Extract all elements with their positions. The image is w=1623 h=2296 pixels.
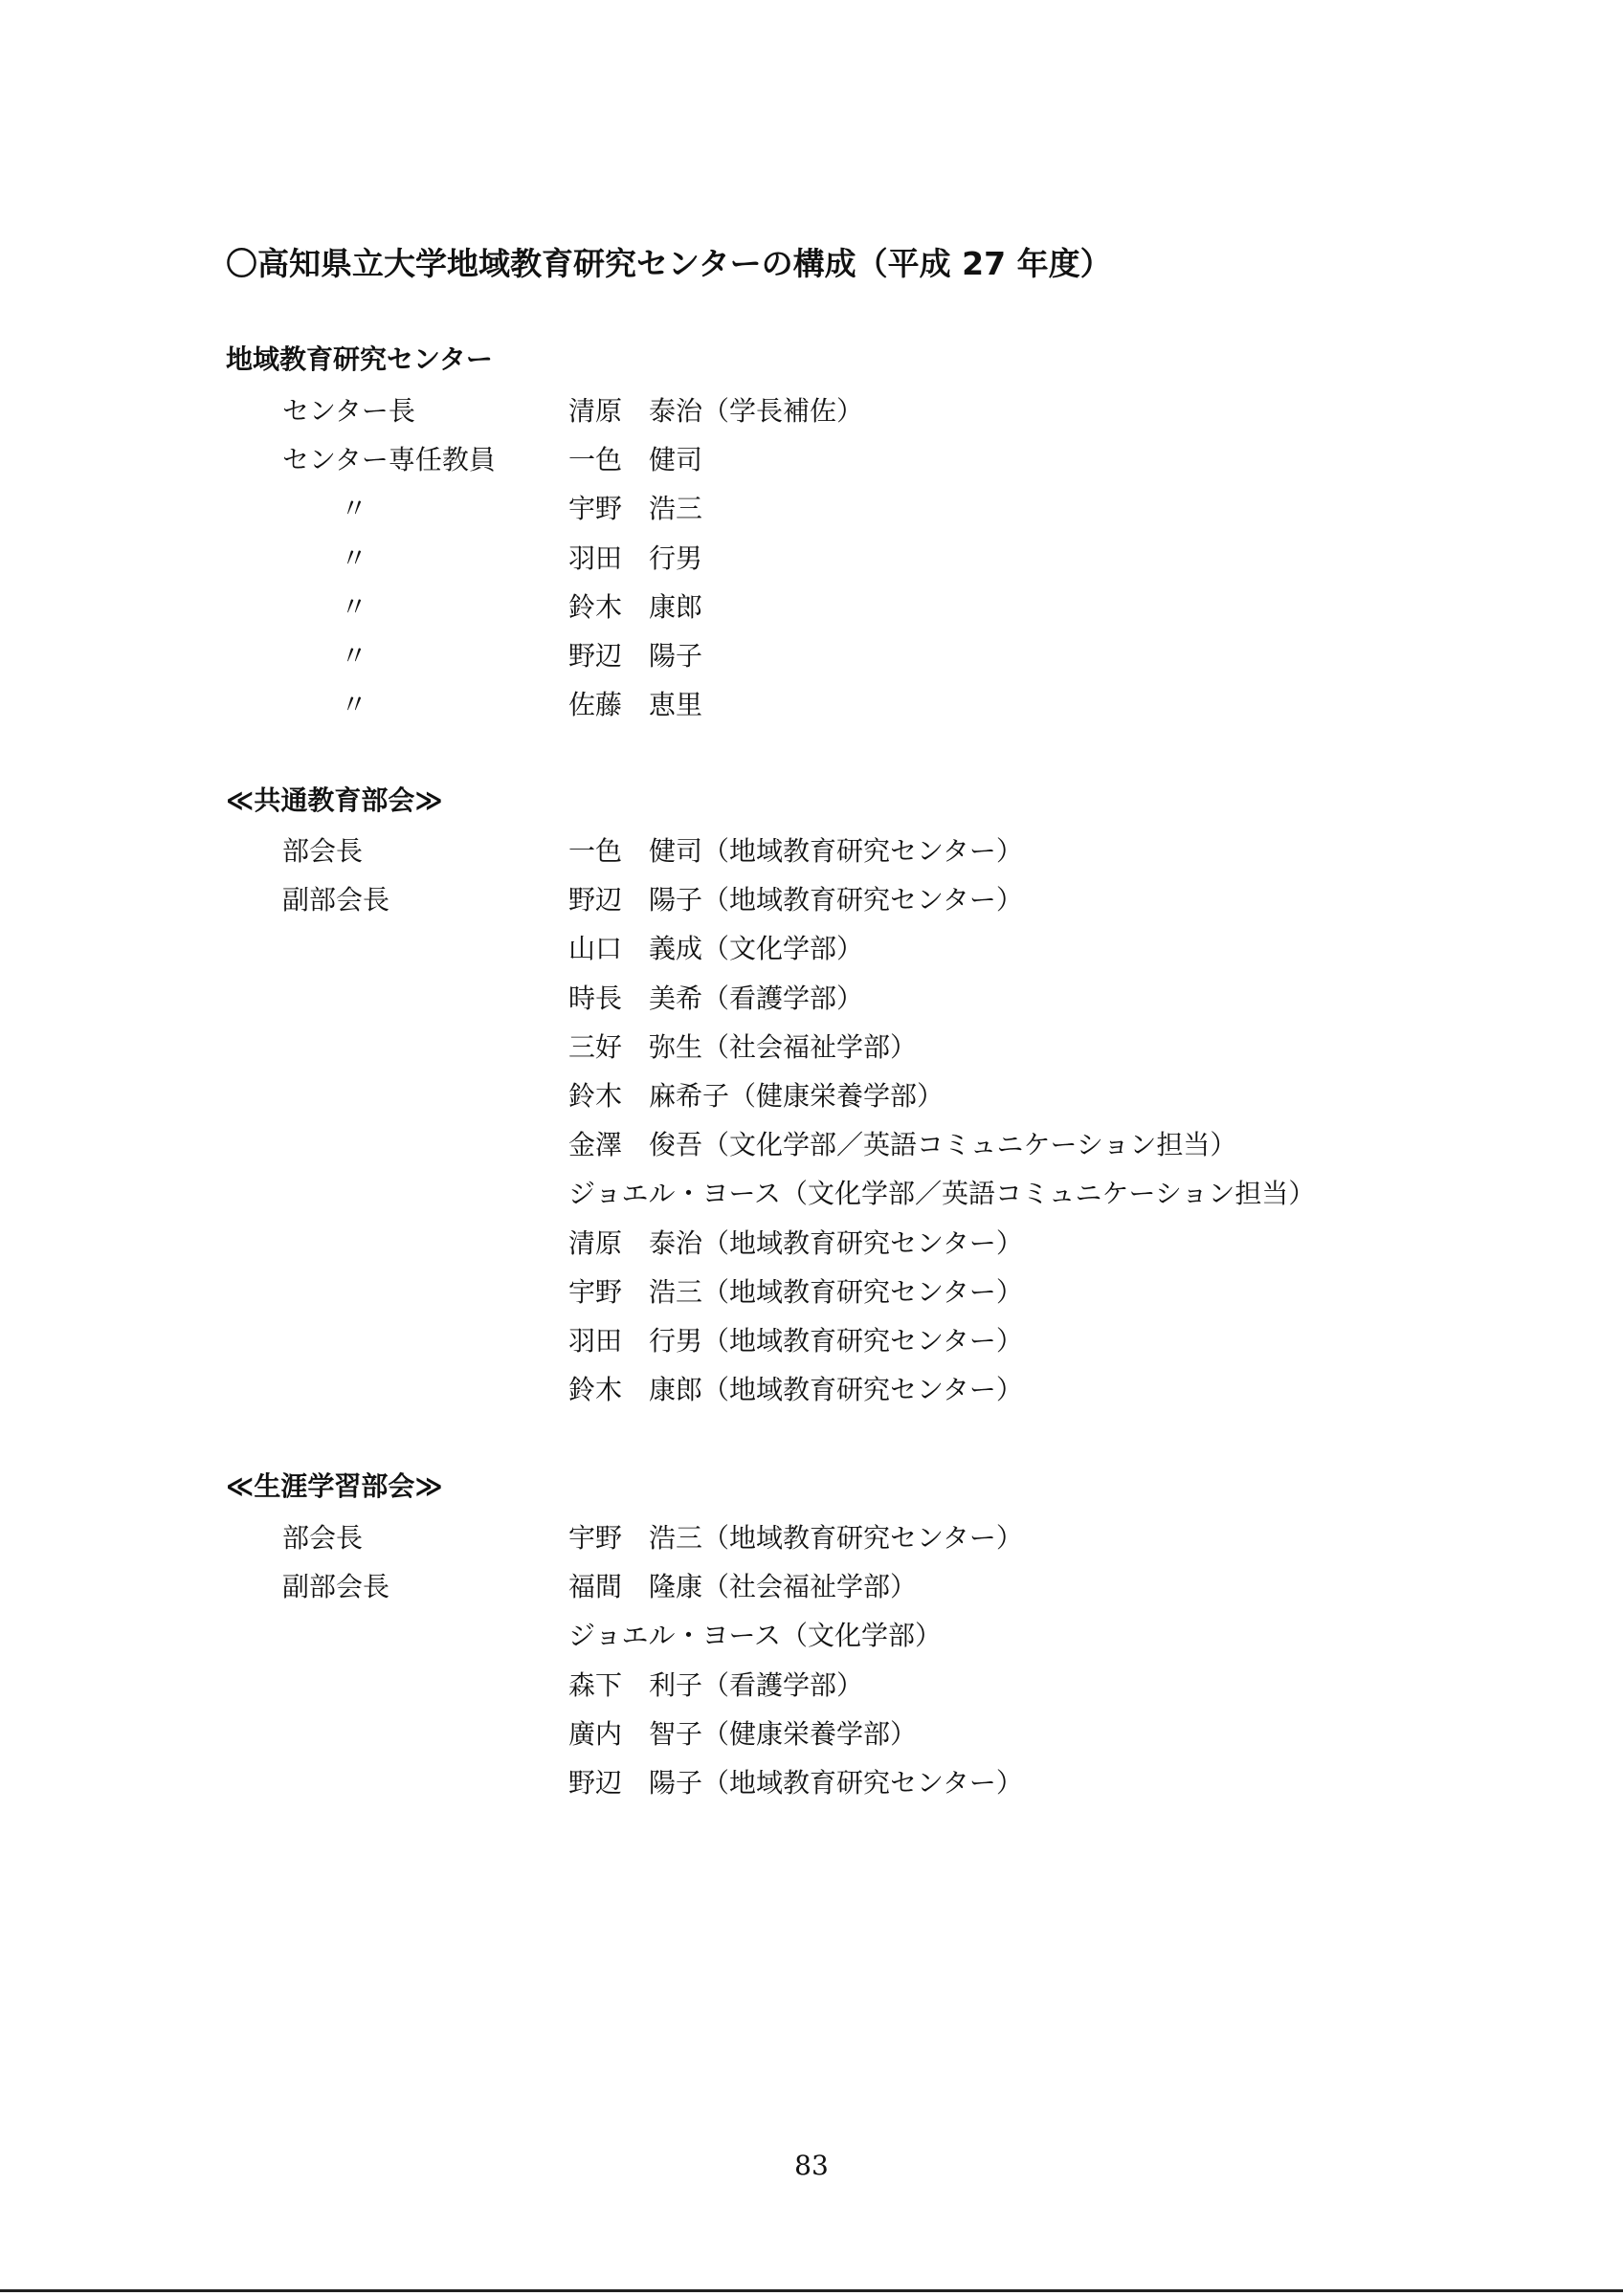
member-name: 宇野 浩三 bbox=[568, 493, 703, 525]
role-label: 部会長 bbox=[282, 1522, 364, 1554]
member-name: 野辺 陽子（地域教育研究センター） bbox=[568, 884, 1023, 916]
member-name: 鈴木 康郎（地域教育研究センター） bbox=[568, 1374, 1023, 1406]
member-name: 野辺 陽子（地域教育研究センター） bbox=[568, 1766, 1023, 1799]
list-item bbox=[0, 924, 1623, 973]
list-item bbox=[0, 631, 1623, 680]
list-item bbox=[0, 974, 1623, 1023]
list-item bbox=[0, 875, 1623, 924]
page-number: 83 bbox=[794, 2150, 829, 2181]
list-item bbox=[0, 484, 1623, 533]
member-name: 宇野 浩三（地域教育研究センター） bbox=[568, 1522, 1023, 1554]
list-item bbox=[0, 1268, 1623, 1316]
list-item bbox=[0, 1661, 1623, 1710]
member-name: 森下 利子（看護学部） bbox=[568, 1668, 864, 1701]
member-name: ジョエル・ヨース（文化学部／英語コミュニケーション担当） bbox=[568, 1178, 1316, 1210]
role-label: センター専任教員 bbox=[282, 444, 496, 476]
section-heading-center: 地域教育研究センター bbox=[226, 343, 493, 375]
page-bottom-rule bbox=[0, 2289, 1623, 2292]
ditto-mark: 〃 bbox=[341, 590, 368, 623]
role-label: 副部会長 bbox=[282, 884, 390, 916]
list-item bbox=[0, 1169, 1623, 1218]
ditto-mark: 〃 bbox=[341, 493, 368, 525]
member-name: 清原 泰治（学長補佐） bbox=[568, 395, 864, 427]
list-item bbox=[0, 1562, 1623, 1611]
role-label: 副部会長 bbox=[282, 1571, 390, 1603]
member-name: 山口 義成（文化学部） bbox=[568, 933, 864, 965]
list-item bbox=[0, 1758, 1623, 1807]
member-name: 福間 隆康（社会福祉学部） bbox=[568, 1571, 918, 1603]
member-name: 野辺 陽子 bbox=[568, 639, 703, 672]
member-name: 鈴木 康郎 bbox=[568, 590, 703, 623]
lifelong-learning-member-list bbox=[0, 1513, 1623, 1807]
member-name: 三好 弥生（社会福祉学部） bbox=[568, 1030, 918, 1063]
list-item bbox=[0, 1219, 1623, 1268]
list-item bbox=[0, 386, 1623, 435]
member-name: 宇野 浩三（地域教育研究センター） bbox=[568, 1275, 1023, 1308]
member-name: 鈴木 麻希子（健康栄養学部） bbox=[568, 1079, 945, 1112]
list-item bbox=[0, 827, 1623, 875]
list-item bbox=[0, 680, 1623, 729]
member-name: 羽田 行男（地域教育研究センター） bbox=[568, 1324, 1023, 1357]
member-name: 時長 美希（看護学部） bbox=[568, 982, 864, 1014]
list-item bbox=[0, 1513, 1623, 1562]
ditto-mark: 〃 bbox=[341, 689, 368, 721]
list-item bbox=[0, 1316, 1623, 1365]
member-name: 羽田 行男 bbox=[568, 541, 703, 574]
ditto-mark: 〃 bbox=[341, 541, 368, 574]
member-name: 廣内 智子（健康栄養学部） bbox=[568, 1717, 918, 1750]
list-item bbox=[0, 1071, 1623, 1120]
list-item bbox=[0, 1710, 1623, 1758]
section-heading-common-education: ≪共通教育部会≫ bbox=[226, 784, 443, 816]
section-heading-lifelong-learning: ≪生涯学習部会≫ bbox=[226, 1470, 443, 1502]
list-item bbox=[0, 435, 1623, 484]
member-name: 一色 健司（地域教育研究センター） bbox=[568, 835, 1023, 867]
list-item bbox=[0, 1120, 1623, 1169]
common-education-member-list bbox=[0, 827, 1623, 1414]
member-name: 金澤 俊吾（文化学部／英語コミュニケーション担当） bbox=[568, 1129, 1237, 1161]
role-label: 部会長 bbox=[282, 835, 364, 867]
role-label: センター長 bbox=[282, 395, 415, 427]
member-name: 清原 泰治（地域教育研究センター） bbox=[568, 1226, 1023, 1259]
list-item bbox=[0, 1023, 1623, 1071]
list-item bbox=[0, 534, 1623, 583]
list-item bbox=[0, 1611, 1623, 1660]
center-staff-list bbox=[0, 386, 1623, 729]
ditto-mark: 〃 bbox=[341, 639, 368, 672]
list-item bbox=[0, 1365, 1623, 1414]
member-name: 一色 健司 bbox=[568, 444, 703, 476]
member-name: 佐藤 恵里 bbox=[568, 689, 703, 721]
list-item bbox=[0, 583, 1623, 631]
member-name: ジョエル・ヨース（文化学部） bbox=[568, 1620, 943, 1652]
page-title: 〇高知県立大学地域教育研究センターの構成（平成 27 年度） bbox=[226, 245, 1112, 282]
